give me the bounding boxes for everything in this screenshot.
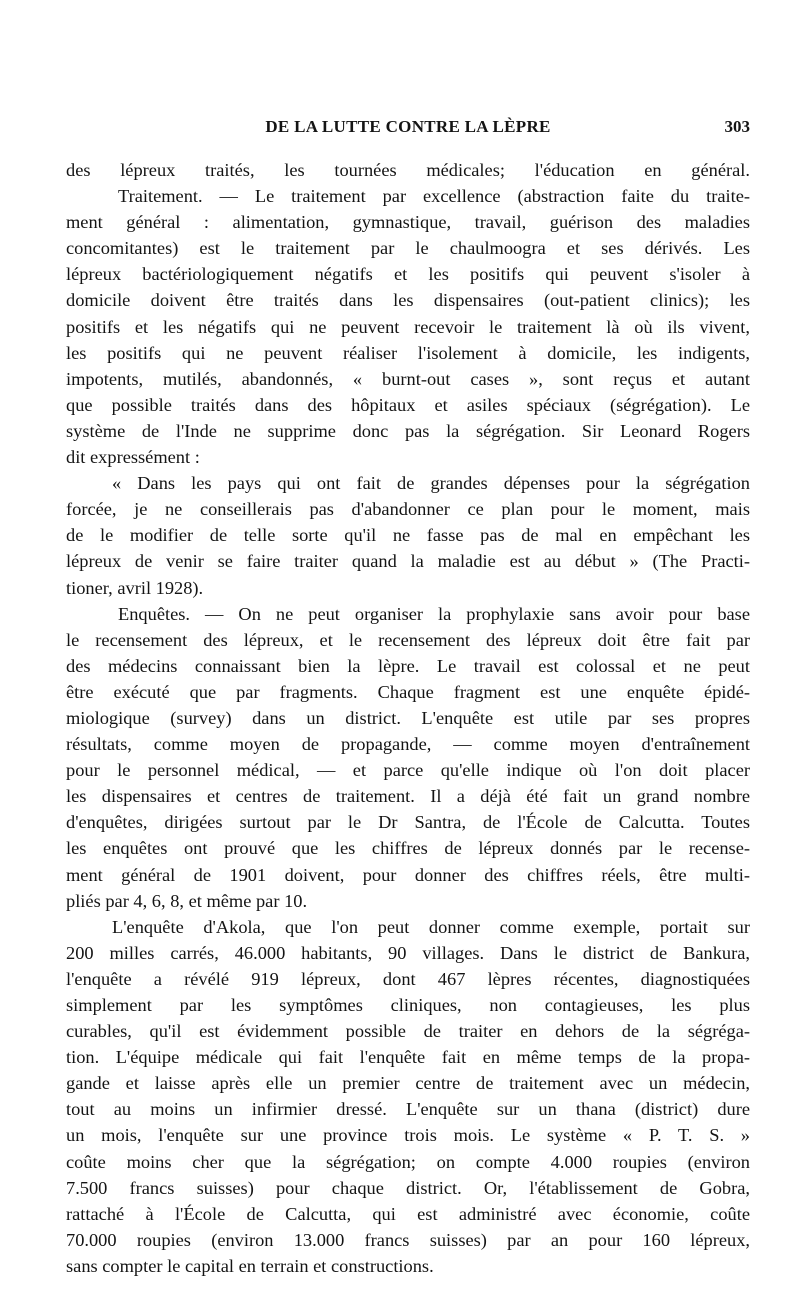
text-line: curables, qu'il est évidemment possible de traiter en dehors de la ségréga-	[66, 1021, 750, 1042]
text-line: tout au moins un infirmier dressé. L'enquête sur un thana (district) dure	[66, 1099, 750, 1120]
running-title: DE LA LUTTE CONTRE LA LÈPRE	[265, 117, 551, 136]
text-line: ment général : alimentation, gymnastique, travail, guérison des maladies	[66, 212, 750, 233]
text-line: ment général de 1901 doivent, pour donner des chiffres réels, être multi-	[66, 864, 750, 885]
text-line: impotents, mutilés, abandonnés, « burnt-out cases », sont reçus et autant	[66, 368, 750, 389]
text-line: miologique (survey) dans un district. L'enquête est utile par ses propres	[66, 707, 750, 728]
text-line: des médecins connaissant bien la lèpre. Le travail est colossal et ne peut	[66, 655, 750, 676]
text-line: un mois, l'enquête sur une province trois mois. Le système « P. T. S. »	[66, 1125, 750, 1146]
text-line: forcée, je ne conseillerais pas d'abandonner ce plan pour le moment, mais	[66, 499, 750, 520]
text-line: les dispensaires et centres de traitement. Il a déjà été fait un grand nombre	[66, 786, 750, 807]
text-line: 7.500 francs suisses) pour chaque district. Or, l'établissement de Gobra,	[66, 1177, 750, 1198]
text-line: des lépreux traités, les tournées médicales; l'éducation en général.	[66, 160, 750, 180]
text-line: L'enquête d'Akola, que l'on peut donner comme exemple, portait sur	[112, 916, 750, 937]
text-line: pour le personnel médical, — et parce qu'elle indique où l'on doit placer	[66, 760, 750, 781]
body-text	[66, 157, 750, 1279]
text-line: l'enquête a révélé 919 lépreux, dont 467 lèpres récentes, diagnostiquées	[66, 968, 750, 989]
text-line: 200 milles carrés, 46.000 habitants, 90 villages. Dans le district de Bankura,	[66, 942, 750, 963]
text-line: 70.000 roupies (environ 13.000 francs suisses) par an pour 160 lépreux,	[66, 1229, 750, 1250]
text-line: système de l'Inde ne supprime donc pas la ségrégation. Sir Leonard Rogers	[66, 420, 750, 441]
text-line: coûte moins cher que la ségrégation; on compte 4.000 roupies (environ	[66, 1151, 750, 1172]
text-line: gande et laisse après elle un premier centre de traitement avec un médecin,	[66, 1073, 750, 1094]
text-line: lépreux bactériologiquement négatifs et les positifs qui peuvent s'isoler à	[66, 264, 750, 285]
text-line: d'enquêtes, dirigées surtout par le Dr Santra, de l'École de Calcutta. Toutes	[66, 812, 750, 833]
text-line: résultats, comme moyen de propagande, — comme moyen d'entraînement	[66, 734, 750, 755]
text-line: positifs et les négatifs qui ne peuvent recevoir le traitement là où ils vivent,	[66, 316, 750, 337]
text-line: le recensement des lépreux, et le recensement des lépreux doit être fait par	[66, 629, 750, 650]
text-line: tioner, avril 1928).	[66, 577, 204, 598]
text-line: sans compter le capital en terrain et constructions.	[66, 1255, 434, 1276]
text-line: « Dans les pays qui ont fait de grandes dépenses pour la ségrégation	[112, 473, 750, 494]
text-line: les enquêtes ont prouvé que les chiffres de lépreux donnés par le recense-	[66, 838, 750, 859]
text-line: domicile doivent être traités dans les dispensaires (out-patient clinics); les	[66, 290, 750, 311]
text-line: rattaché à l'École de Calcutta, qui est administré avec économie, coûte	[66, 1203, 750, 1224]
text-line: concomitantes) est le traitement par le chaulmoogra et ses dérivés. Les	[66, 238, 750, 259]
text-line: les positifs qui ne peuvent réaliser l'isolement à domicile, les indigents,	[66, 342, 750, 363]
text-line: pliés par 4, 6, 8, et même par 10.	[66, 890, 308, 911]
text-line: Traitement. — Le traitement par excellence (abstraction faite du traite-	[118, 186, 750, 207]
text-line: simplement par les symptômes cliniques, non contagieuses, les plus	[66, 995, 750, 1015]
running-head	[66, 117, 750, 139]
text-line: tion. L'équipe médicale qui fait l'enquête fait en même temps de la propa-	[66, 1047, 750, 1068]
text-line: Enquêtes. — On ne peut organiser la prophylaxie sans avoir pour base	[118, 603, 750, 624]
text-line: être exécuté que par fragments. Chaque fragment est une enquête épidé-	[66, 681, 750, 702]
text-line: que possible traités dans des hôpitaux et asiles spéciaux (ségrégation). Le	[66, 394, 750, 415]
text-line: lépreux de venir se faire traiter quand la maladie est au début » (The Practi-	[66, 551, 750, 572]
page-number: 303	[724, 117, 750, 136]
text-line: dit expressément :	[66, 447, 200, 468]
text-line: de le modifier de telle sorte qu'il ne fasse pas de mal en empêchant les	[66, 525, 750, 546]
